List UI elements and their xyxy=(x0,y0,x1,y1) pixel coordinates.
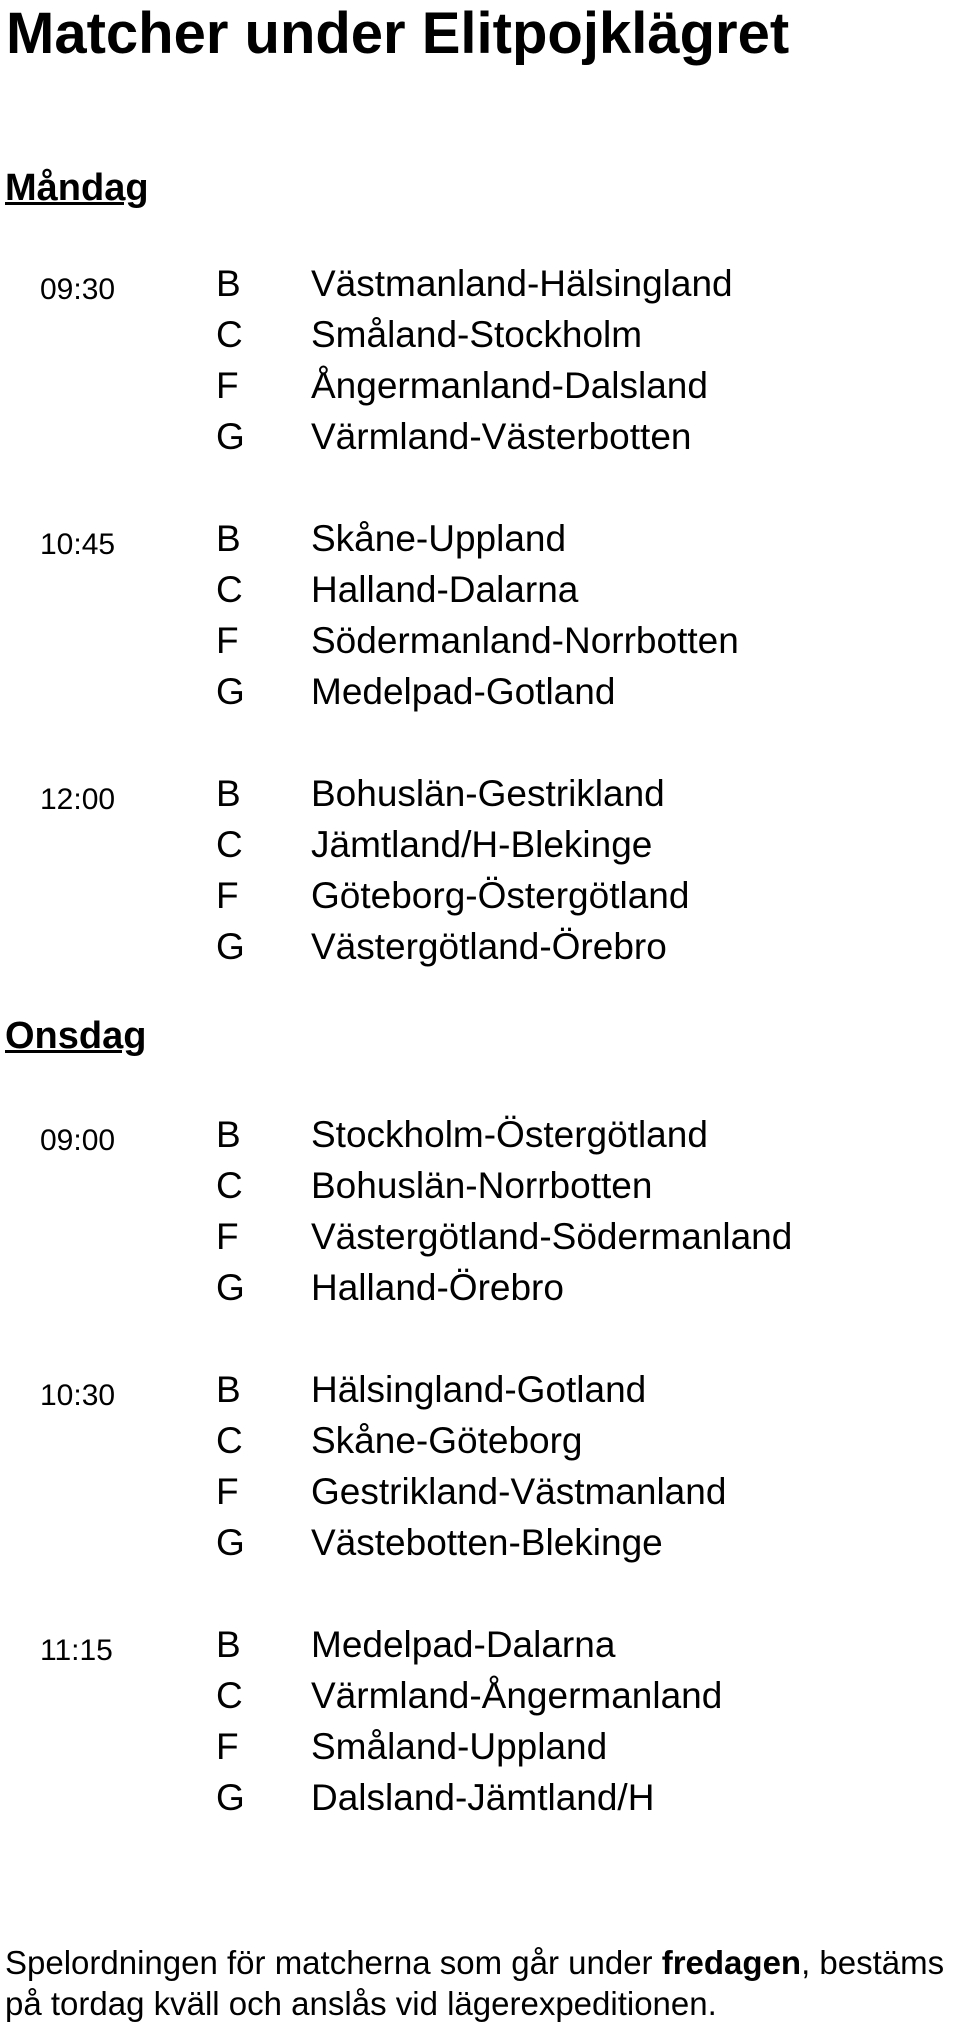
page-title: Matcher under Elitpojklägret xyxy=(6,1,790,66)
match-court: F xyxy=(216,1471,239,1512)
footer-text-after: , bestäms på tordag kväll och anslås vid lägerexpeditionen. xyxy=(5,1944,945,2022)
time-slot xyxy=(0,1364,960,1619)
time-slot xyxy=(0,513,960,768)
match-court: B xyxy=(216,773,241,814)
match-row xyxy=(0,1109,960,1160)
match-row xyxy=(0,1211,960,1262)
time-slot xyxy=(0,1619,960,1874)
match-row xyxy=(0,666,960,717)
match-court: B xyxy=(216,1114,241,1155)
day-heading-wednesday: Onsdag xyxy=(5,1015,147,1057)
match-row xyxy=(0,360,960,411)
match-court: C xyxy=(216,824,243,865)
match-teams: Värmland-Västerbotten xyxy=(311,416,692,457)
match-row xyxy=(0,258,960,309)
footer-note xyxy=(5,1942,955,2024)
match-row xyxy=(0,1670,960,1721)
match-court: G xyxy=(216,416,245,457)
match-row xyxy=(0,921,960,972)
match-court: G xyxy=(216,671,245,712)
match-teams: Skåne-Göteborg xyxy=(311,1420,583,1461)
match-teams: Bohuslän-Norrbotten xyxy=(311,1165,653,1206)
match-row xyxy=(0,309,960,360)
match-teams: Medelpad-Dalarna xyxy=(311,1624,616,1665)
match-teams: Värmland-Ångermanland xyxy=(311,1675,723,1716)
match-court: G xyxy=(216,926,245,967)
day-heading-monday: Måndag xyxy=(5,167,149,209)
match-court: C xyxy=(216,569,243,610)
schedule-monday xyxy=(0,258,960,1023)
slot-time: 09:00 xyxy=(40,1124,116,1157)
match-teams: Hälsingland-Gotland xyxy=(311,1369,647,1410)
match-court: F xyxy=(216,1726,239,1767)
match-teams: Medelpad-Gotland xyxy=(311,671,616,712)
footer-emphasis: fredagen xyxy=(661,1944,802,1981)
match-teams: Halland-Örebro xyxy=(311,1267,564,1308)
match-teams: Skåne-Uppland xyxy=(311,518,567,559)
slot-time: 12:00 xyxy=(40,783,116,816)
time-slot xyxy=(0,768,960,1023)
time-slot xyxy=(0,1109,960,1364)
slot-time: 10:30 xyxy=(40,1379,116,1412)
match-court: C xyxy=(216,314,243,355)
match-teams: Göteborg-Östergötland xyxy=(311,875,690,916)
match-row xyxy=(0,1772,960,1823)
match-teams: Halland-Dalarna xyxy=(311,569,579,610)
slot-time: 11:15 xyxy=(40,1634,113,1667)
match-court: B xyxy=(216,1369,241,1410)
match-teams: Bohuslän-Gestrikland xyxy=(311,773,665,814)
match-court: F xyxy=(216,620,239,661)
match-row xyxy=(0,615,960,666)
match-court: C xyxy=(216,1420,243,1461)
match-row xyxy=(0,870,960,921)
match-court: F xyxy=(216,875,239,916)
match-row xyxy=(0,1262,960,1313)
footer-text-before: Spelordningen för matcherna som går under xyxy=(5,1944,662,1981)
match-row xyxy=(0,513,960,564)
match-teams: Dalsland-Jämtland/H xyxy=(311,1777,655,1818)
match-court: B xyxy=(216,263,241,304)
slot-time: 09:30 xyxy=(40,273,116,306)
match-row xyxy=(0,1721,960,1772)
match-court: C xyxy=(216,1675,243,1716)
match-teams: Småland-Stockholm xyxy=(311,314,643,355)
match-row xyxy=(0,1619,960,1670)
match-teams: Västebotten-Blekinge xyxy=(311,1522,663,1563)
match-row xyxy=(0,1517,960,1568)
time-slot xyxy=(0,258,960,513)
match-row xyxy=(0,411,960,462)
match-teams: Västergötland-Södermanland xyxy=(311,1216,793,1257)
match-teams: Västergötland-Örebro xyxy=(311,926,667,967)
match-court: C xyxy=(216,1165,243,1206)
match-court: B xyxy=(216,1624,241,1665)
match-court: G xyxy=(216,1777,245,1818)
slot-time: 10:45 xyxy=(40,528,116,561)
match-court: F xyxy=(216,365,239,406)
match-teams: Gestrikland-Västmanland xyxy=(311,1471,727,1512)
match-teams: Småland-Uppland xyxy=(311,1726,608,1767)
match-teams: Södermanland-Norrbotten xyxy=(311,620,739,661)
match-teams: Västmanland-Hälsingland xyxy=(311,263,733,304)
match-court: G xyxy=(216,1267,245,1308)
match-row xyxy=(0,768,960,819)
match-row xyxy=(0,1160,960,1211)
match-row xyxy=(0,564,960,615)
match-teams: Jämtland/H-Blekinge xyxy=(311,824,653,865)
match-row xyxy=(0,1364,960,1415)
match-row xyxy=(0,1415,960,1466)
match-row xyxy=(0,819,960,870)
match-teams: Ångermanland-Dalsland xyxy=(311,365,708,406)
match-court: G xyxy=(216,1522,245,1563)
match-teams: Stockholm-Östergötland xyxy=(311,1114,708,1155)
schedule-wednesday xyxy=(0,1109,960,1874)
match-court: F xyxy=(216,1216,239,1257)
match-court: B xyxy=(216,518,241,559)
match-row xyxy=(0,1466,960,1517)
